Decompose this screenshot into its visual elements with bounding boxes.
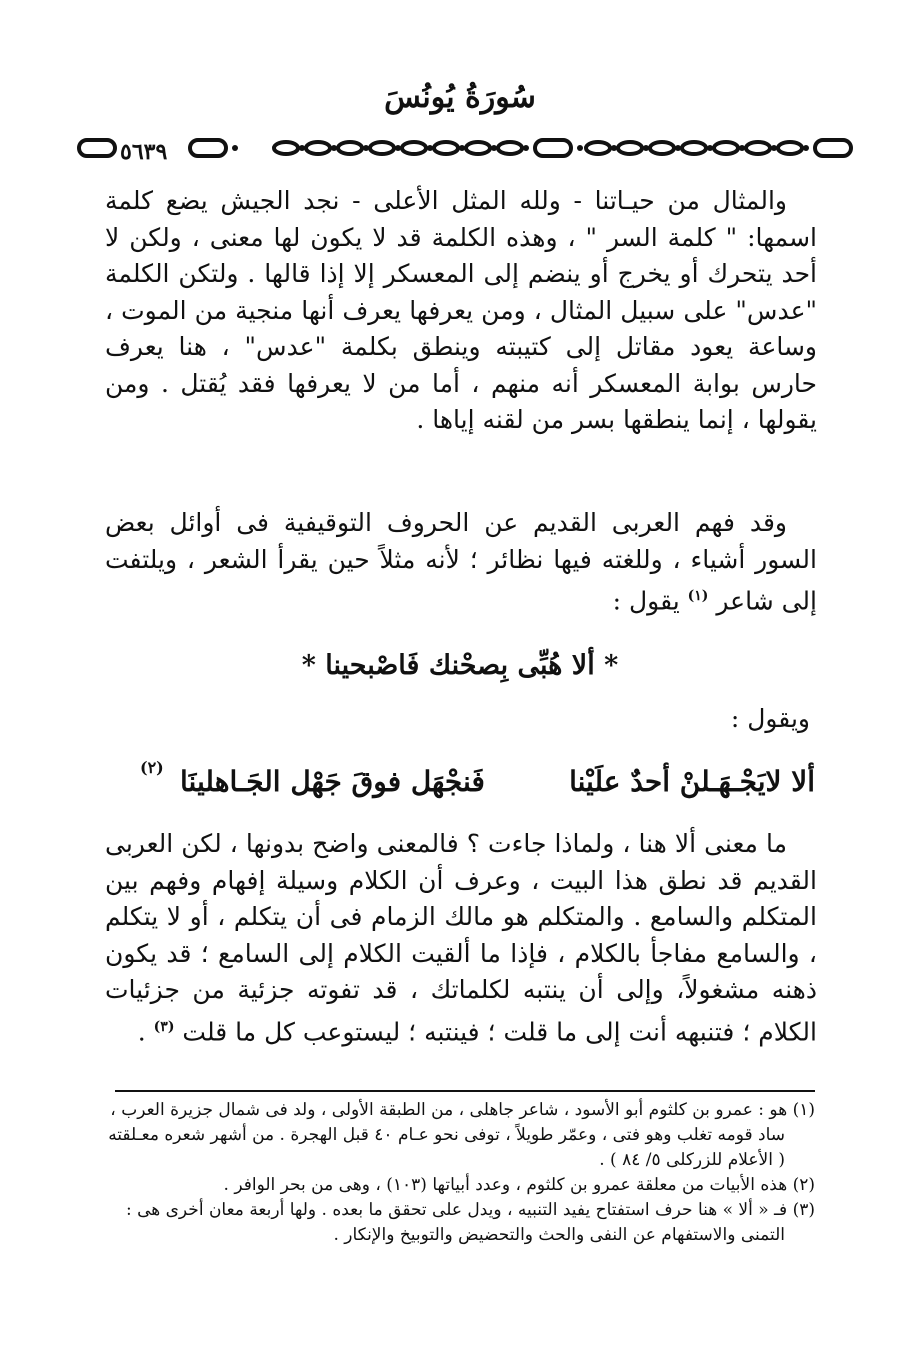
- paragraph-2-tail: يقول :: [612, 586, 680, 616]
- paragraph-2-text: وقد فهم العربى القديم عن الحروف التوقيفية فى أوائل بعض السور أشياء ، وللغته فيها نظائر ؛ لأنه مثلاً حين يقرأ الشعر ، ويلتفت إلى شاعر: [105, 508, 818, 616]
- page-number: ٥٦٣٩: [120, 139, 168, 165]
- paragraph-3-text: ما معنى ألا هنا ، ولماذا جاءت ؟ فالمعنى واضح بدونها ، لكن العربى القديم قد نطق هذا البيت ، وعرف أن الكلام وسيلة إفهام وفهم بين المتكلم والسامع . والمتكلم هو مالك الزمام فى أن يتكلم ، أو لا يتكلم ، والسامع مفاجأ بالكلام ، فإذا ما ألقيت الكلام إلى السامع ؛ قد يكون ذهنه مشغولاً، وإلى أن ينتبه لكلماتك ، قد تفوته جزئية من جزئيات الكلام ؛ فتنبهه أنت إلى ما قلت ؛ فينتبه ؛ ليستوعب كل ما قلت: [105, 829, 817, 1046]
- footnote-ref-2: (٢): [140, 758, 164, 777]
- verse-intro: ويقول :: [730, 704, 810, 733]
- ornament-border: [75, 128, 855, 168]
- paragraph-1: [105, 183, 817, 439]
- footnotes: [105, 1098, 815, 1248]
- paragraph-2: [105, 505, 817, 620]
- footnote-1-line-2: ساد قومه تغلب وهو فتى ، وعمّر طويلاً ، توفى نحو عـام ٤٠ قبل الهجرة . من أشهر شعره معـلقته: [108, 1125, 785, 1145]
- paragraph-3-tail: .: [137, 1016, 146, 1046]
- paragraph-1-text: والمثال من حيـاتنا - ولله المثل الأعلى - نجد الجيش يضع كلمة اسمها: " كلمة السر " ، وهذه الكلمة قد لا يكون لها معنى ، ولكن لا أحد يتحرك أو يخرج أو ينضم إلى المعسكر إلا إذا قالها . ولتكن الكلمة "عدس" على سبيل المثال ، ومن يعرفها يعرف أنها منجية من الموت ، وساعة يعود مقاتل إلى كتيبته وينطق بكلمة "عدس" ، هنا يعرف حارس بوابة المعسكر أنه منهم ، أما من لا يعرفها فقد يُقتل . ومن يقولها ، إنما ينطقها بسر من لقنه إياها .: [105, 186, 817, 434]
- footnote-1-line-1: هو : عمرو بن كلثوم أبو الأسود ، شاعر جاهلى ، من الطبقة الأولى ، ولد فى شمال جزيرة العرب ،: [110, 1100, 788, 1120]
- footnote-3-line-2: التمنى والاستفهام عن النفى والحث والتحضيض والتوبيخ والإنكار .: [333, 1225, 785, 1245]
- footnote-ref-3: (٣): [153, 1018, 175, 1035]
- verse-1: * ألا هُبِّى بِصحْنك فَاصْبحينا *: [301, 650, 619, 681]
- footnote-2-number: (٢): [792, 1175, 815, 1195]
- footnote-1: [105, 1098, 815, 1123]
- footnote-3-number: (٣): [792, 1200, 815, 1220]
- footnote-divider: [115, 1090, 815, 1092]
- surah-title: سُورَةُ يُونُسَ: [384, 80, 536, 115]
- footnote-1-number: (١): [792, 1100, 815, 1120]
- footnote-3: [105, 1198, 815, 1223]
- footnote-ref-1: (١): [687, 588, 709, 604]
- paragraph-3: [105, 826, 817, 1050]
- verse-2-first-hemistich: ألا لايَجْـهَـلنْ أحدٌ علَيْنا: [569, 765, 815, 798]
- footnote-2: [105, 1173, 815, 1198]
- footnote-3-line-1: فـ « ألا » هنا حرف استفتاح يفيد التنبيه ، ويدل على تحقق ما بعده . ولها أربعة معان أخرى هى :: [125, 1200, 788, 1220]
- footnote-1-line-3: ( الأعلام للزركلى ٥/ ٨٤ ) .: [599, 1150, 785, 1170]
- verse-2-second-hemistich: فَنجْهَل فوقَ جَهْل الجَـاهلينَا: [180, 765, 485, 798]
- footnote-2-line-1: هذه الأبيات من معلقة عمرو بن كلثوم ، وعدد أبياتها (١٠٣) ، وهى من بحر الوافر .: [223, 1175, 788, 1195]
